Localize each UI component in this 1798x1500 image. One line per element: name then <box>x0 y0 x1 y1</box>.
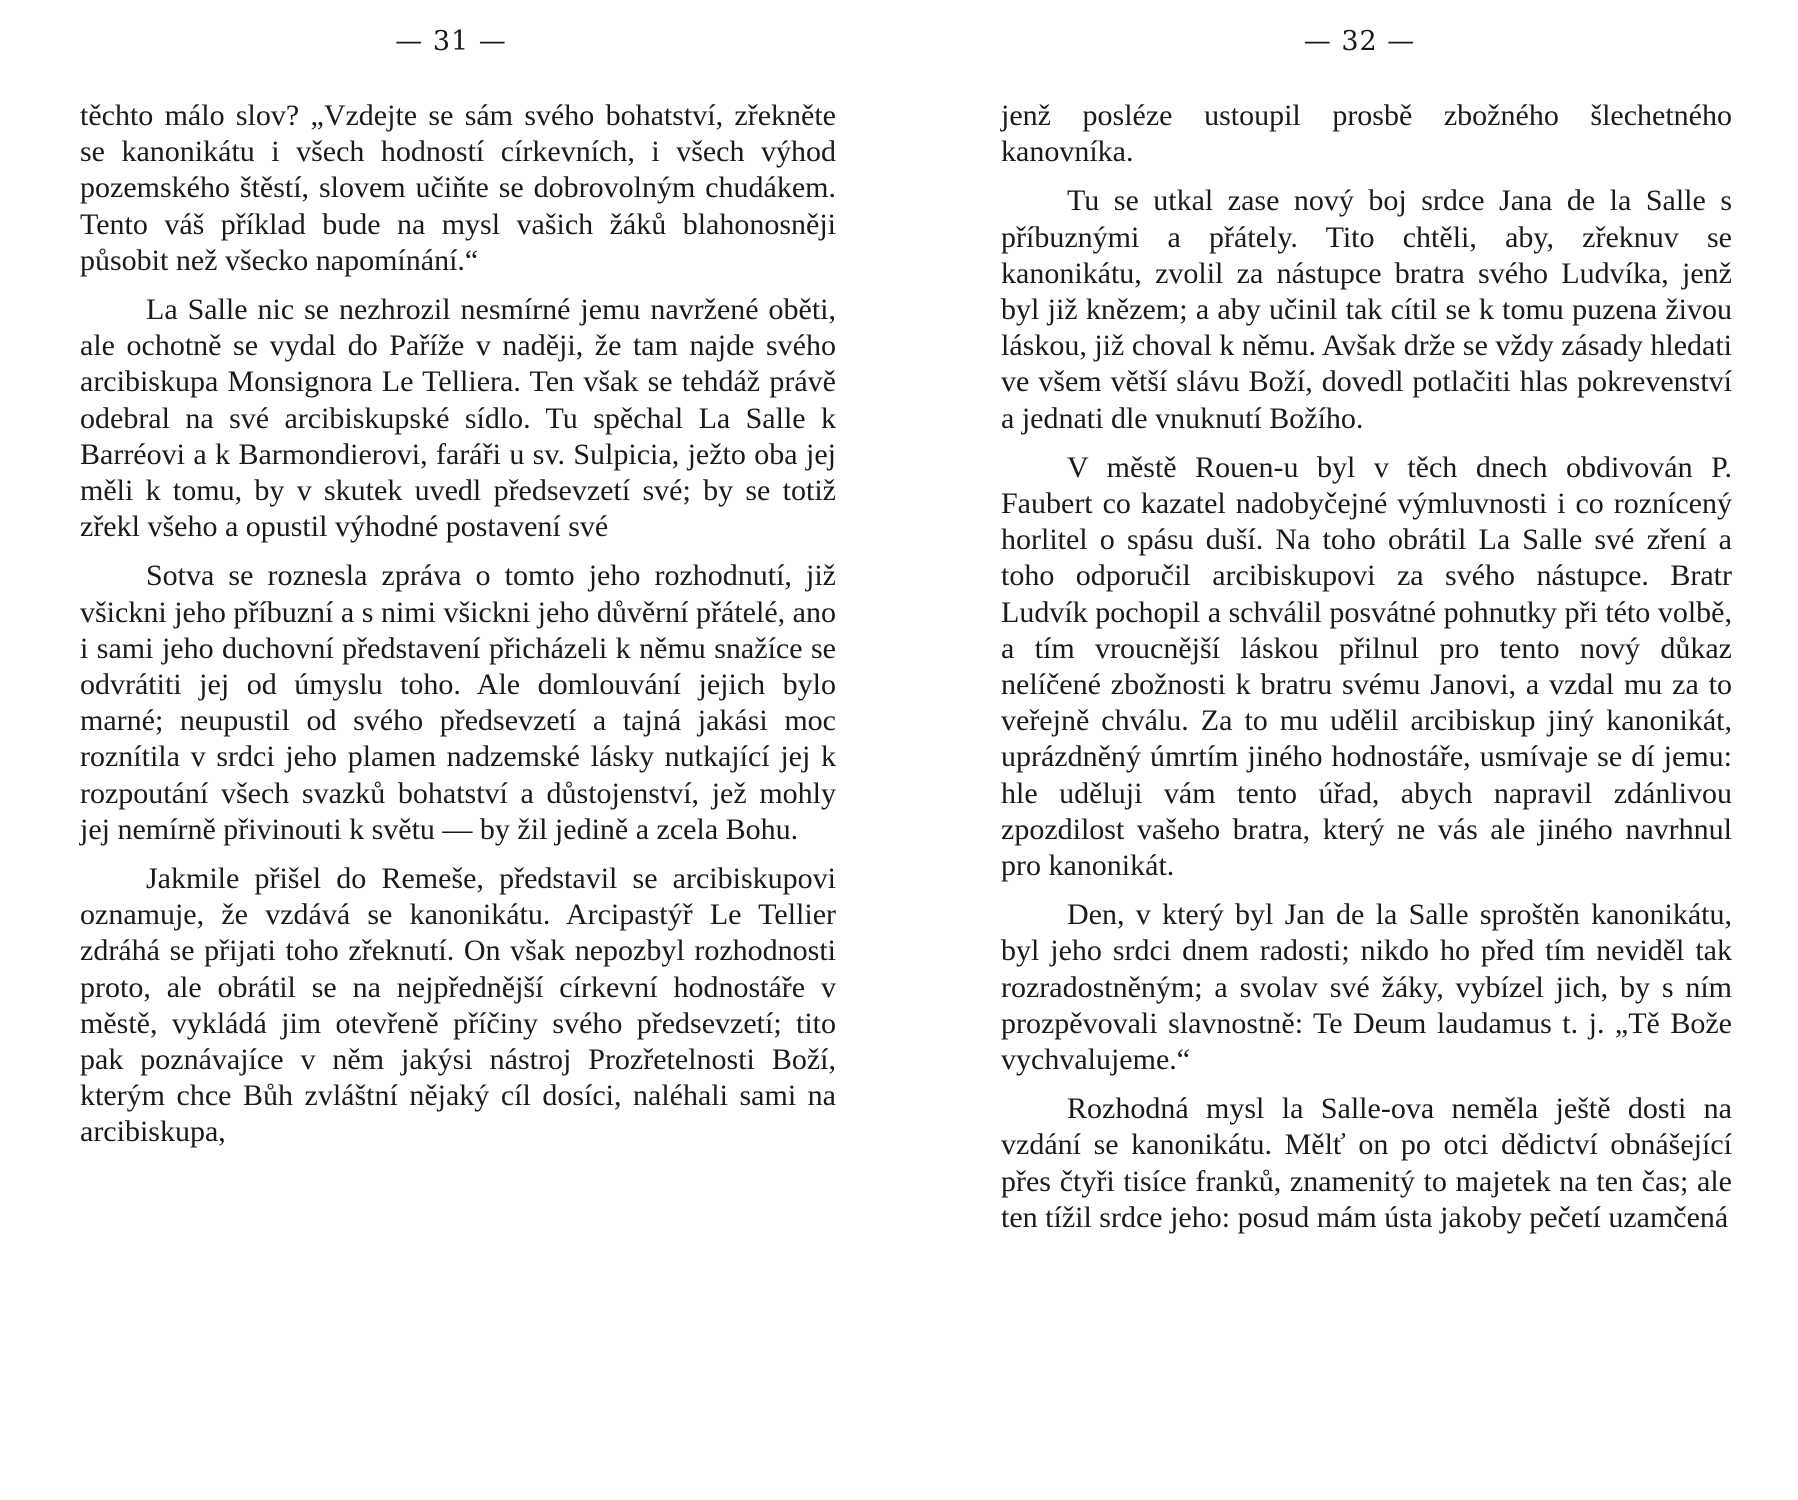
page-number-left: — 31 — <box>395 26 507 57</box>
right-page-text <box>1001 98 1732 1249</box>
paragraph: Rozhodná mysl la Salle-ova neměla ještě dosti na vzdání se kanonikátu. Mělť on po otci dědictví obnášející přes čtyři tisíce franků, znamenitý to majetek na ten čas; ale ten tížil srdce jeho: posud mám ústa jakoby pečetí uzamčená <box>1001 1092 1732 1234</box>
paragraph: Tu se utkal zase nový boj srdce Jana de la Salle s příbuznými a přátely. Tito chtěli, aby, zřeknuv se kanonikátu, zvolil za nástupce bratra svého Ludvíka, jenž byl již knězem; a aby učinil tak cítil se k tomu puzena živou láskou, již choval k němu. Avšak drže se vždy zásady hledati ve všem větší slávu Boží, dovedl potlačiti hlas pokrevenství a jednati dle vnuknutí Božího. <box>1001 184 1732 435</box>
page-number-right: — 32 — <box>1303 26 1416 57</box>
left-page <box>66 0 836 1500</box>
right-page <box>987 0 1732 1500</box>
paragraph: Den, v který byl Jan de la Salle sproštěn kanonikátu, byl jeho srdci dnem radosti; nikdo ho před tím neviděl tak rozradostněným; a svolav své žáky, vybízel jich, by s ním prozpěvovali slavnostně: Te Deum laudamus t. j. „Tě Bože vychvalujeme.“ <box>1001 898 1732 1077</box>
paragraph: těchto málo slov? „Vzdejte se sám svého bohatství, zřekněte se kanonikátu i všech hodností církevních, i všech výhod pozemského štěstí, slovem učiňte se dobrovolným chudákem. Tento váš příklad bude na mysl vašich žáků blahonosněji působit než všecko napomínání.“ <box>80 99 836 277</box>
paragraph: Sotva se roznesla zpráva o tomto jeho rozhodnutí, již všickni jeho příbuzní a s nimi všickni jeho důvěrní přátelé, ano i sami jeho duchovní představení přicházeli k němu snažíce se odvrátiti jej od úmyslu toho. Ale domlouvání jejich bylo marné; neupustil od svého předsevzetí a tajná jakási moc roznítila v srdci jeho plamen nadzemské lásky nutkající jej k rozpoutání všech svazků bohatství a důstojenství, jež mohly jej nemírně přivinouti k světu — by žil jedině a zcela Bohu. <box>80 559 836 846</box>
paragraph: La Salle nic se nezhrozil nesmírné jemu navržené oběti, ale ochotně se vydal do Paříže v naději, že tam najde svého arcibiskupa Monsignora Le Telliera. Ten však se tehdáž právě odebral na své arcibiskupské sídlo. Tu spěchal La Salle k Barréovi a k Barmondierovi, faráři u sv. Sulpicia, ježto oba jej měli k tomu, by v skutek uvedl předsevzetí své; by se totiž zřekl všeho a opustil výhodné postavení své <box>80 293 836 544</box>
paragraph: V městě Rouen-u byl v těch dnech obdivován P. Faubert co kazatel nadobyčejné výmluvnosti i co roznícený horlitel o spásu duší. Na toho obrátil La Salle své zření a toho odporučil arcibiskupovi za svého nástupce. Bratr Ludvík pochopil a schválil posvátné pohnutky při této volbě, a tím vroucnější láskou přilnul pro tento nový důkaz nelíčené zbožnosti k bratru svému Janovi, a vzdal mu za to veřejně chválu. Za to mu udělil arcibiskup jiný kanonikát, uprázdněný úmrtím jiného hodnostáře, usmívaje se dí jemu: hle uděluji vám tento úřad, abych napravil zdánlivou zpozdilost vašeho bratra, který ne vás ale jiného navrhnul pro kanonikát. <box>1001 450 1732 883</box>
left-page-text <box>80 98 836 1164</box>
paragraph: Jakmile přišel do Remeše, představil se arcibiskupovi oznamuje, že vzdává se kanonikátu. Arcipastýř Le Tellier zdráhá se přijati toho zřeknutí. On však nepozbyl rozhodnosti proto, ale obrátil se na nejpřednější církevní hodnostáře v městě, vykládá jim otevřeně příčiny svého předsevzetí; tito pak poznávajíce v něm jakýsi nástroj Prozřetelnosti Boží, kterým chce Bůh zvláštní nějaký cíl dosíci, naléhali sami na arcibiskupa, <box>80 862 836 1149</box>
paragraph: jenž posléze ustoupil prosbě zbožného šlechetného kanovníka. <box>1001 99 1732 169</box>
